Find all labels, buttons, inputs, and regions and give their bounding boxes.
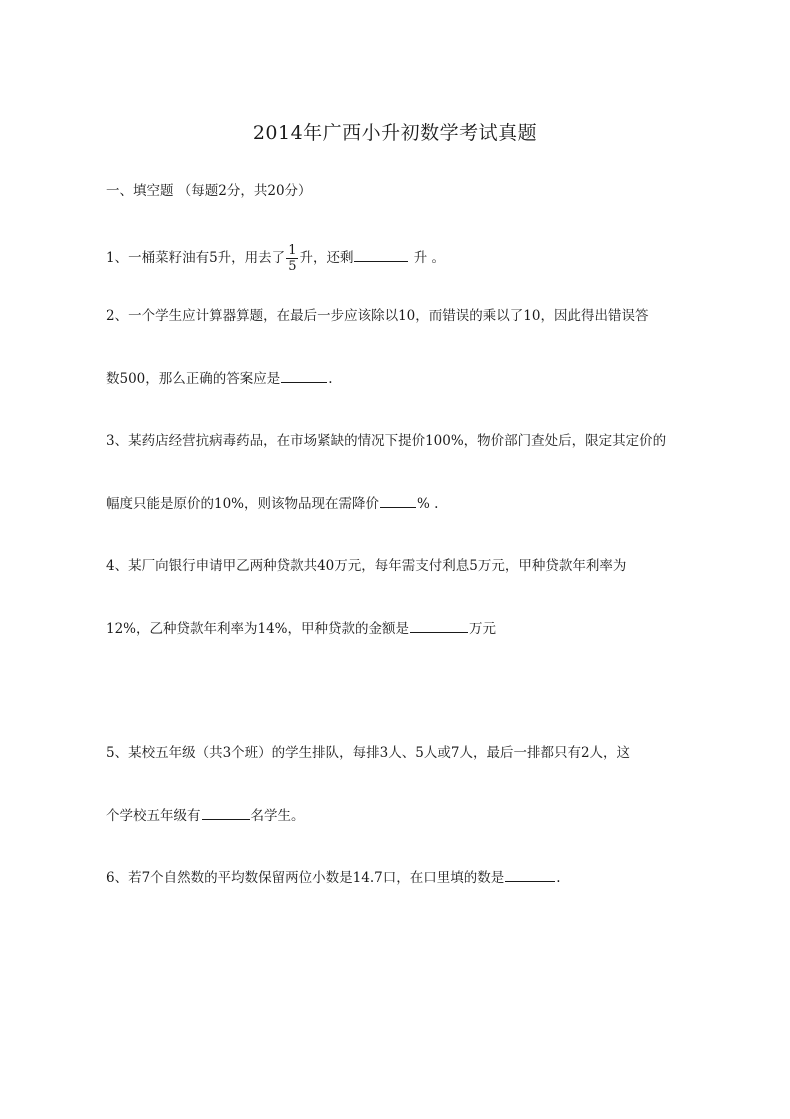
answer-blank-2[interactable]	[281, 369, 327, 383]
question-2-line-2	[106, 369, 333, 389]
page-title: 2014年广西小升初数学考试真题	[252, 122, 538, 144]
question-3-line-1: 3、某药店经营抗病毒药品，在市场紧缺的情况下提价100%，物价部门查处后，限定其定价的	[106, 433, 667, 449]
fraction-one-fifth	[286, 243, 298, 274]
question-4-text: 12%，乙种贷款年利率为14%，甲种贷款的金额是	[106, 621, 410, 637]
question-4-line-1: 4、某厂向银行申请甲乙两种贷款共40万元，每年需支付利息5万元，甲种贷款年利率为	[106, 558, 627, 574]
question-5-line-1: 5、某校五年级（共3个班）的学生排队，每排3人、5人或7人，最后一排都只有2人，这	[106, 745, 631, 761]
question-6-line-1	[106, 868, 561, 888]
question-2-line-1: 2、一个学生应计算器算题，在最后一步应该除以10，而错误的乘以了10，因此得出错误答	[106, 308, 649, 324]
question-6-text: 6、若7个自然数的平均数保留两位小数是14.7口，在口里填的数是	[106, 870, 505, 886]
question-6-tail: .	[556, 870, 561, 886]
fraction-denominator: 5	[288, 259, 297, 274]
section-heading: 一、填空题 （每题2分，共20分）	[106, 183, 312, 199]
answer-blank-3[interactable]	[380, 494, 416, 508]
question-4-line-2	[106, 619, 496, 639]
question-2-tail: .	[328, 371, 333, 387]
question-1	[106, 243, 445, 274]
question-1-tail: 升 。	[409, 250, 446, 266]
question-3-tail: % .	[417, 496, 439, 512]
question-5-text: 个学校五年级有	[106, 808, 201, 824]
question-1-text-after: 升，还剩	[299, 250, 354, 266]
answer-blank-5[interactable]	[202, 806, 250, 820]
answer-blank-4[interactable]	[410, 619, 468, 633]
question-3-text: 幅度只能是原价的10%，则该物品现在需降价	[106, 496, 380, 512]
question-5-line-2	[106, 806, 305, 826]
question-2-text: 数500，那么正确的答案应是	[106, 371, 281, 387]
question-4-tail: 万元	[469, 621, 497, 637]
answer-blank-6[interactable]	[505, 868, 555, 882]
question-3-line-2	[106, 494, 438, 514]
question-5-tail: 名学生。	[250, 808, 305, 824]
fraction-numerator: 1	[288, 243, 297, 258]
answer-blank-1[interactable]	[354, 248, 408, 262]
question-1-text-before: 1、一桶菜籽油有5升，用去了	[106, 250, 286, 266]
